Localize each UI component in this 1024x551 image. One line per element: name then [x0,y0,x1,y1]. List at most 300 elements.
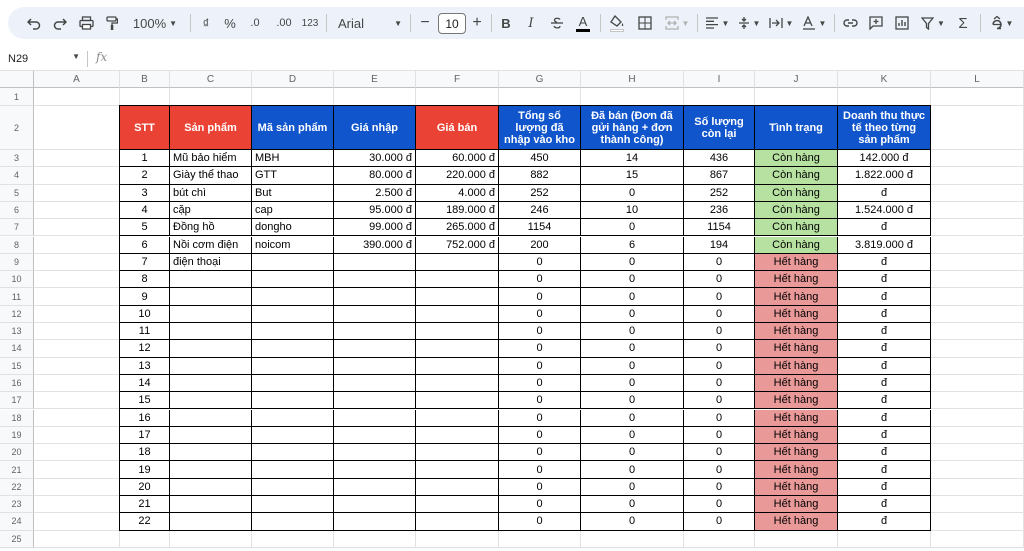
cost-price-cell[interactable]: 95.000 đ [334,202,416,219]
product-name-cell[interactable]: cặp [170,202,252,219]
grid-cell[interactable] [499,88,581,106]
total-imported-cell[interactable]: 0 [499,496,581,513]
grid-cell[interactable] [34,461,120,478]
cost-price-cell[interactable]: 2.500 đ [334,185,416,202]
revenue-cell[interactable]: đ [838,479,931,496]
sold-cell[interactable]: 0 [581,323,684,340]
grid-cell[interactable] [931,496,1024,513]
revenue-cell[interactable]: đ [838,271,931,288]
row-header-23[interactable]: 23 [0,496,34,513]
sold-cell[interactable]: 0 [581,461,684,478]
revenue-cell[interactable]: đ [838,185,931,202]
grid-cell[interactable] [931,185,1024,202]
row-header-4[interactable]: 4 [0,167,34,184]
status-cell[interactable]: Hết hàng [755,513,838,530]
product-name-cell[interactable] [170,427,252,444]
cost-price-cell[interactable]: 30.000 đ [334,150,416,167]
sold-cell[interactable]: 0 [581,185,684,202]
sale-price-cell[interactable] [416,513,499,530]
column-header-d[interactable]: D [252,71,334,88]
cost-price-cell[interactable] [334,271,416,288]
select-all-corner[interactable] [0,71,34,88]
revenue-cell[interactable]: đ [838,219,931,236]
sale-price-cell[interactable] [416,479,499,496]
cost-price-cell[interactable] [334,461,416,478]
total-imported-cell[interactable]: 0 [499,410,581,427]
status-cell[interactable]: Còn hàng [755,185,838,202]
header-total-imported[interactable]: Tổng số lượng đã nhập vào kho [499,106,581,150]
grid-cell[interactable] [684,88,755,106]
grid-cell[interactable] [34,271,120,288]
grid-cell[interactable] [34,323,120,340]
number-format-button[interactable] [300,7,320,39]
stt-cell[interactable]: 15 [120,392,170,409]
total-imported-cell[interactable]: 252 [499,185,581,202]
product-code-cell[interactable] [252,410,334,427]
row-header-9[interactable]: 9 [0,254,34,271]
grid-cell[interactable] [931,306,1024,323]
sold-cell[interactable]: 0 [581,513,684,530]
product-name-cell[interactable] [170,410,252,427]
sold-cell[interactable]: 6 [581,237,684,254]
product-name-cell[interactable] [170,461,252,478]
remaining-cell[interactable]: 194 [684,237,755,254]
revenue-cell[interactable]: đ [838,340,931,357]
row-header-15[interactable]: 15 [0,358,34,375]
product-code-cell[interactable] [252,254,334,271]
grid-cell[interactable] [252,531,334,548]
grid-cell[interactable] [34,106,120,150]
product-name-cell[interactable]: Mũ bảo hiểm [170,150,252,167]
format-percent-button[interactable] [222,7,238,39]
header-stt[interactable]: STT [120,106,170,150]
sold-cell[interactable]: 0 [581,479,684,496]
row-header-1[interactable]: 1 [0,88,34,106]
grid-cell[interactable] [34,444,120,461]
total-imported-cell[interactable]: 0 [499,254,581,271]
grid-cell[interactable] [170,531,252,548]
row-header-18[interactable]: 18 [0,410,34,427]
column-header-b[interactable]: B [120,71,170,88]
header-remaining[interactable]: Số lượng còn lại [684,106,755,150]
stt-cell[interactable]: 8 [120,271,170,288]
insert-comment-button[interactable] [866,7,886,39]
product-name-cell[interactable] [170,340,252,357]
product-code-cell[interactable] [252,496,334,513]
grid-cell[interactable] [931,288,1024,305]
product-code-cell[interactable] [252,479,334,496]
product-code-cell[interactable]: But [252,185,334,202]
product-code-cell[interactable] [252,340,334,357]
cost-price-cell[interactable] [334,306,416,323]
header-sale-price[interactable]: Giá bán [416,106,499,150]
grid-cell[interactable] [120,88,170,106]
revenue-cell[interactable]: đ [838,461,931,478]
grid-cell[interactable] [34,513,120,530]
revenue-cell[interactable]: đ [838,358,931,375]
sold-cell[interactable]: 0 [581,392,684,409]
column-header-k[interactable]: K [838,71,931,88]
sale-price-cell[interactable] [416,461,499,478]
grid-cell[interactable] [684,531,755,548]
sold-cell[interactable]: 0 [581,496,684,513]
remaining-cell[interactable]: 236 [684,202,755,219]
remaining-cell[interactable]: 0 [684,392,755,409]
grid-cell[interactable] [931,271,1024,288]
stt-cell[interactable]: 18 [120,444,170,461]
status-cell[interactable]: Hết hàng [755,271,838,288]
revenue-cell[interactable]: đ [838,323,931,340]
grid-cell[interactable] [499,531,581,548]
remaining-cell[interactable]: 0 [684,306,755,323]
revenue-cell[interactable]: đ [838,513,931,530]
input-tools-button[interactable] [988,7,1016,39]
grid-cell[interactable] [931,167,1024,184]
stt-cell[interactable]: 9 [120,288,170,305]
product-code-cell[interactable] [252,427,334,444]
revenue-cell[interactable]: đ [838,375,931,392]
decrease-decimal-button[interactable] [245,7,265,39]
stt-cell[interactable]: 13 [120,358,170,375]
row-header-19[interactable]: 19 [0,427,34,444]
row-header-7[interactable]: 7 [0,219,34,236]
grid-cell[interactable] [931,513,1024,530]
sale-price-cell[interactable]: 752.000 đ [416,237,499,254]
revenue-cell[interactable]: đ [838,444,931,461]
text-color-button[interactable] [574,7,592,39]
status-cell[interactable]: Hết hàng [755,358,838,375]
grid-cell[interactable] [838,531,931,548]
product-code-cell[interactable] [252,288,334,305]
sold-cell[interactable]: 0 [581,306,684,323]
product-code-cell[interactable] [252,392,334,409]
status-cell[interactable]: Hết hàng [755,461,838,478]
borders-button[interactable] [635,7,655,39]
sale-price-cell[interactable] [416,323,499,340]
status-cell[interactable]: Hết hàng [755,410,838,427]
total-imported-cell[interactable]: 0 [499,513,581,530]
grid-cell[interactable] [581,88,684,106]
functions-button[interactable] [954,7,972,39]
status-cell[interactable]: Hết hàng [755,340,838,357]
grid-cell[interactable] [931,219,1024,236]
grid-cell[interactable] [931,323,1024,340]
product-name-cell[interactable] [170,306,252,323]
cost-price-cell[interactable] [334,288,416,305]
grid-cell[interactable] [838,88,931,106]
bold-button[interactable] [498,7,514,39]
row-header-17[interactable]: 17 [0,392,34,409]
revenue-cell[interactable]: 142.000 đ [838,150,931,167]
font-family-select[interactable] [336,7,404,39]
product-name-cell[interactable] [170,375,252,392]
sale-price-cell[interactable] [416,254,499,271]
row-header-11[interactable]: 11 [0,288,34,305]
grid-cell[interactable] [34,202,120,219]
product-name-cell[interactable] [170,513,252,530]
sale-price-cell[interactable]: 220.000 đ [416,167,499,184]
stt-cell[interactable]: 5 [120,219,170,236]
cost-price-cell[interactable] [334,358,416,375]
grid-cell[interactable] [416,88,499,106]
row-header-10[interactable]: 10 [0,271,34,288]
grid-cell[interactable] [931,150,1024,167]
grid-cell[interactable] [931,461,1024,478]
product-name-cell[interactable] [170,288,252,305]
header-status[interactable]: Tình trạng [755,106,838,150]
row-header-2[interactable]: 2 [0,106,34,150]
stt-cell[interactable]: 7 [120,254,170,271]
product-name-cell[interactable]: điện thoại [170,254,252,271]
grid-cell[interactable] [34,392,120,409]
total-imported-cell[interactable]: 0 [499,375,581,392]
sale-price-cell[interactable] [416,392,499,409]
sale-price-cell[interactable] [416,496,499,513]
cost-price-cell[interactable] [334,340,416,357]
total-imported-cell[interactable]: 246 [499,202,581,219]
status-cell[interactable]: Còn hàng [755,237,838,254]
remaining-cell[interactable]: 0 [684,254,755,271]
status-cell[interactable]: Hết hàng [755,375,838,392]
merge-cells-button[interactable] [661,7,693,39]
total-imported-cell[interactable]: 0 [499,323,581,340]
sold-cell[interactable]: 0 [581,340,684,357]
cost-price-cell[interactable] [334,513,416,530]
sale-price-cell[interactable] [416,288,499,305]
sold-cell[interactable]: 0 [581,427,684,444]
format-currency-button[interactable] [198,7,214,39]
header-cost-price[interactable]: Giá nhập [334,106,416,150]
total-imported-cell[interactable]: 200 [499,237,581,254]
grid-cell[interactable] [931,202,1024,219]
remaining-cell[interactable]: 0 [684,479,755,496]
grid-cell[interactable] [931,531,1024,548]
status-cell[interactable]: Hết hàng [755,427,838,444]
remaining-cell[interactable]: 0 [684,288,755,305]
stt-cell[interactable]: 11 [120,323,170,340]
row-header-12[interactable]: 12 [0,306,34,323]
paint-format-button[interactable] [102,7,122,39]
product-name-cell[interactable] [170,444,252,461]
sold-cell[interactable]: 0 [581,271,684,288]
remaining-cell[interactable]: 0 [684,496,755,513]
revenue-cell[interactable]: 1.822.000 đ [838,167,931,184]
grid-cell[interactable] [931,444,1024,461]
revenue-cell[interactable]: 1.524.000 đ [838,202,931,219]
grid-cell[interactable] [931,375,1024,392]
text-wrap-button[interactable] [767,7,795,39]
sale-price-cell[interactable] [416,444,499,461]
total-imported-cell[interactable]: 1154 [499,219,581,236]
print-button[interactable] [76,7,96,39]
sale-price-cell[interactable] [416,410,499,427]
italic-button[interactable] [523,7,539,39]
total-imported-cell[interactable]: 0 [499,444,581,461]
total-imported-cell[interactable]: 0 [499,358,581,375]
grid-cell[interactable] [34,185,120,202]
product-name-cell[interactable] [170,392,252,409]
sale-price-cell[interactable]: 189.000 đ [416,202,499,219]
stt-cell[interactable]: 20 [120,479,170,496]
grid-cell[interactable] [34,88,120,106]
sale-price-cell[interactable]: 4.000 đ [416,185,499,202]
total-imported-cell[interactable]: 0 [499,392,581,409]
sale-price-cell[interactable]: 265.000 đ [416,219,499,236]
status-cell[interactable]: Còn hàng [755,150,838,167]
stt-cell[interactable]: 17 [120,427,170,444]
cost-price-cell[interactable] [334,323,416,340]
stt-cell[interactable]: 21 [120,496,170,513]
font-size-input[interactable] [438,13,466,34]
remaining-cell[interactable]: 0 [684,358,755,375]
grid-cell[interactable] [34,237,120,254]
sold-cell[interactable]: 15 [581,167,684,184]
zoom-select[interactable] [128,7,182,39]
revenue-cell[interactable]: đ [838,496,931,513]
redo-button[interactable] [50,7,70,39]
status-cell[interactable]: Còn hàng [755,219,838,236]
grid-cell[interactable] [252,88,334,106]
product-code-cell[interactable]: dongho [252,219,334,236]
grid-cell[interactable] [34,479,120,496]
grid-cell[interactable] [34,340,120,357]
row-header-20[interactable]: 20 [0,444,34,461]
grid-cell[interactable] [34,358,120,375]
name-box[interactable] [8,50,82,67]
grid-cell[interactable] [931,358,1024,375]
grid-cell[interactable] [931,392,1024,409]
text-rotation-button[interactable] [800,7,828,39]
product-code-cell[interactable] [252,513,334,530]
sale-price-cell[interactable] [416,271,499,288]
grid-cell[interactable] [170,88,252,106]
cost-price-cell[interactable] [334,444,416,461]
column-header-i[interactable]: I [684,71,755,88]
grid-cell[interactable] [34,288,120,305]
grid-cell[interactable] [755,88,838,106]
column-header-a[interactable]: A [34,71,120,88]
sold-cell[interactable]: 0 [581,288,684,305]
header-revenue[interactable]: Doanh thu thực tế theo từng sản phẩm [838,106,931,150]
row-header-25[interactable]: 25 [0,531,34,548]
header-sold[interactable]: Đã bán (Đơn đã gửi hàng + đơn thành công) [581,106,684,150]
remaining-cell[interactable]: 0 [684,340,755,357]
sale-price-cell[interactable] [416,358,499,375]
grid-cell[interactable] [931,427,1024,444]
total-imported-cell[interactable]: 0 [499,288,581,305]
grid-cell[interactable] [931,106,1024,150]
cost-price-cell[interactable] [334,375,416,392]
header-product[interactable]: Sản phẩm [170,106,252,150]
grid-cell[interactable] [931,237,1024,254]
remaining-cell[interactable]: 0 [684,461,755,478]
product-code-cell[interactable]: MBH [252,150,334,167]
grid-cell[interactable] [34,219,120,236]
horizontal-align-button[interactable] [703,7,731,39]
stt-cell[interactable]: 16 [120,410,170,427]
revenue-cell[interactable]: đ [838,427,931,444]
status-cell[interactable]: Hết hàng [755,288,838,305]
vertical-align-button[interactable] [735,7,763,39]
status-cell[interactable]: Hết hàng [755,392,838,409]
formula-input[interactable] [118,50,1008,67]
decrease-font-size-button[interactable] [417,7,433,39]
cost-price-cell[interactable] [334,392,416,409]
grid-cell[interactable] [34,496,120,513]
product-name-cell[interactable]: Đồng hồ [170,219,252,236]
product-name-cell[interactable]: Giày thể thao [170,167,252,184]
row-header-13[interactable]: 13 [0,323,34,340]
status-cell[interactable]: Hết hàng [755,254,838,271]
row-header-16[interactable]: 16 [0,375,34,392]
undo-button[interactable] [24,7,44,39]
status-cell[interactable]: Hết hàng [755,306,838,323]
product-name-cell[interactable] [170,496,252,513]
insert-chart-button[interactable] [892,7,912,39]
product-code-cell[interactable] [252,461,334,478]
row-header-5[interactable]: 5 [0,185,34,202]
stt-cell[interactable]: 4 [120,202,170,219]
revenue-cell[interactable]: đ [838,392,931,409]
stt-cell[interactable]: 6 [120,237,170,254]
remaining-cell[interactable]: 436 [684,150,755,167]
revenue-cell[interactable]: đ [838,288,931,305]
stt-cell[interactable]: 19 [120,461,170,478]
grid-cell[interactable] [931,410,1024,427]
column-header-g[interactable]: G [499,71,581,88]
stt-cell[interactable]: 3 [120,185,170,202]
row-header-3[interactable]: 3 [0,150,34,167]
remaining-cell[interactable]: 0 [684,271,755,288]
product-code-cell[interactable] [252,323,334,340]
sold-cell[interactable]: 0 [581,444,684,461]
product-code-cell[interactable]: noicom [252,237,334,254]
sale-price-cell[interactable]: 60.000 đ [416,150,499,167]
column-header-c[interactable]: C [170,71,252,88]
sale-price-cell[interactable] [416,306,499,323]
grid-cell[interactable] [34,167,120,184]
stt-cell[interactable]: 14 [120,375,170,392]
grid-cell[interactable] [931,479,1024,496]
revenue-cell[interactable]: 3.819.000 đ [838,237,931,254]
total-imported-cell[interactable]: 0 [499,340,581,357]
row-header-22[interactable]: 22 [0,479,34,496]
row-header-8[interactable]: 8 [0,237,34,254]
revenue-cell[interactable]: đ [838,410,931,427]
grid-cell[interactable] [34,427,120,444]
grid-cell[interactable] [34,531,120,548]
grid-cell[interactable] [34,306,120,323]
cost-price-cell[interactable]: 99.000 đ [334,219,416,236]
cost-price-cell[interactable] [334,427,416,444]
cost-price-cell[interactable]: 390.000 đ [334,237,416,254]
remaining-cell[interactable]: 252 [684,185,755,202]
grid-cell[interactable] [755,531,838,548]
product-name-cell[interactable] [170,323,252,340]
status-cell[interactable]: Hết hàng [755,323,838,340]
strikethrough-button[interactable] [548,7,566,39]
remaining-cell[interactable]: 0 [684,444,755,461]
increase-font-size-button[interactable] [469,7,485,39]
product-name-cell[interactable]: bút chì [170,185,252,202]
stt-cell[interactable]: 12 [120,340,170,357]
product-code-cell[interactable] [252,375,334,392]
grid-cell[interactable] [416,531,499,548]
cost-price-cell[interactable] [334,254,416,271]
column-header-f[interactable]: F [416,71,499,88]
status-cell[interactable]: Còn hàng [755,167,838,184]
product-name-cell[interactable] [170,358,252,375]
